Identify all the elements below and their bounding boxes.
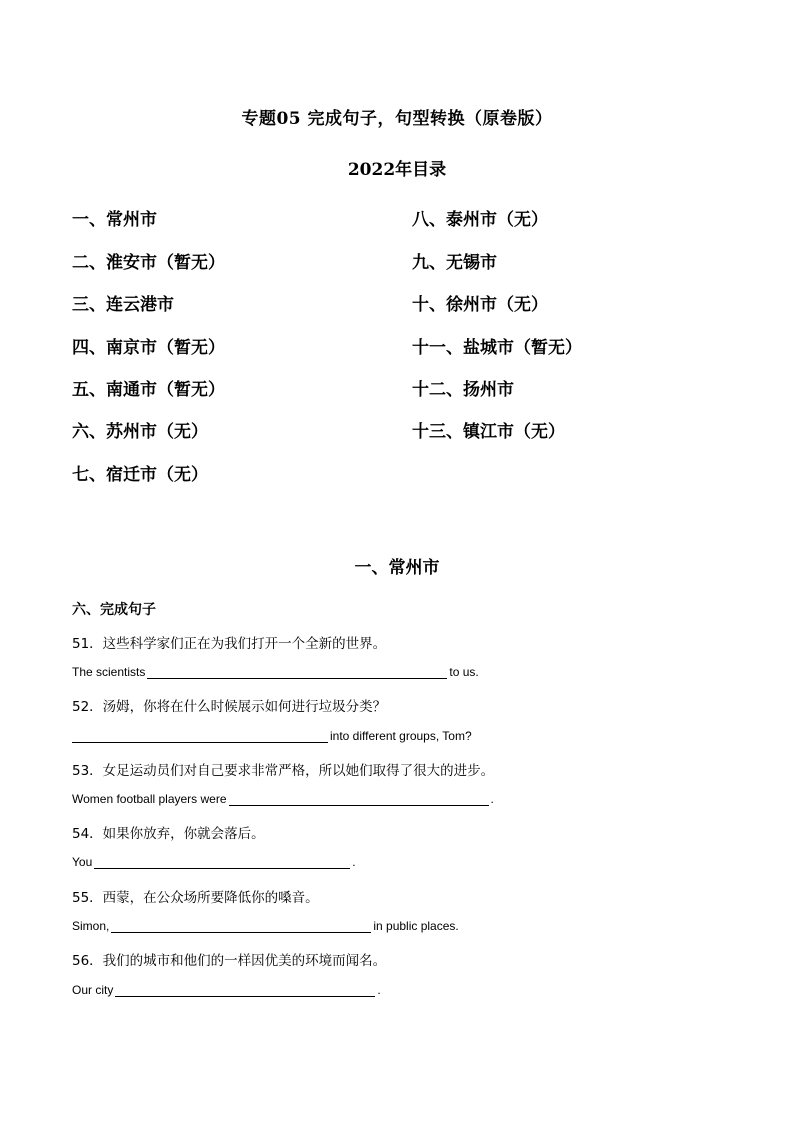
toc-item[interactable]: 二、淮安市（暂无） xyxy=(72,253,225,273)
question-prompt: 54．如果你放弃，你就会落后。 xyxy=(72,826,265,842)
question-prompt: 52．汤姆，你将在什么时候展示如何进行垃圾分类？ xyxy=(72,699,387,715)
answer-blank[interactable] xyxy=(72,730,328,743)
toc-heading: 2022年目录 xyxy=(347,160,447,180)
toc-item[interactable]: 四、南京市（暂无） xyxy=(72,338,225,358)
answer-blank[interactable] xyxy=(94,856,350,869)
document-title: 专题05 完成句子，句型转换（原卷版） xyxy=(241,109,553,129)
answer-suffix: to us. xyxy=(449,665,479,679)
toc-item[interactable]: 一、常州市 xyxy=(72,210,157,230)
answer-line xyxy=(72,983,381,997)
toc-item[interactable]: 九、无锡市 xyxy=(412,253,497,273)
answer-blank[interactable] xyxy=(229,793,489,806)
answer-prefix: Our city xyxy=(72,983,114,997)
answer-blank[interactable] xyxy=(111,920,371,933)
answer-suffix: into different groups, Tom? xyxy=(330,729,472,743)
toc-item[interactable]: 七、宿迁市（无） xyxy=(72,465,208,485)
question-prompt: 53．女足运动员们对自己要求非常严格，所以她们取得了很大的进步。 xyxy=(72,763,495,779)
toc-item[interactable]: 十一、盐城市（暂无） xyxy=(412,338,582,358)
answer-suffix: . xyxy=(490,792,494,806)
part-heading: 六、完成句子 xyxy=(72,602,156,618)
answer-line xyxy=(72,855,356,869)
toc-item[interactable]: 五、南通市（暂无） xyxy=(72,380,225,400)
table-of-contents xyxy=(72,0,732,500)
answer-line xyxy=(72,729,472,743)
question-prompt: 56．我们的城市和他们的一样因优美的环境而闻名。 xyxy=(72,953,387,969)
answer-line xyxy=(72,919,459,933)
toc-item[interactable]: 十二、扬州市 xyxy=(412,380,514,400)
section-heading: 一、常州市 xyxy=(354,558,440,578)
question-prompt: 55．西蒙，在公众场所要降低你的嗓音。 xyxy=(72,890,319,906)
toc-item[interactable]: 六、苏州市（无） xyxy=(72,422,208,442)
answer-prefix: Simon, xyxy=(72,919,110,933)
answer-suffix: . xyxy=(377,983,381,997)
question-prompt: 51．这些科学家们正在为我们打开一个全新的世界。 xyxy=(72,636,387,652)
answer-prefix: The scientists xyxy=(72,665,146,679)
toc-item[interactable]: 十三、镇江市（无） xyxy=(412,422,565,442)
answer-blank[interactable] xyxy=(147,666,447,679)
answer-prefix: You xyxy=(72,855,93,869)
answer-line xyxy=(72,792,494,806)
answer-suffix: . xyxy=(352,855,356,869)
answer-blank[interactable] xyxy=(115,984,375,997)
answer-suffix: in public places. xyxy=(373,919,459,933)
answer-prefix: Women football players were xyxy=(72,792,227,806)
answer-line xyxy=(72,665,479,679)
toc-item[interactable]: 十、徐州市（无） xyxy=(412,295,548,315)
toc-item[interactable]: 八、泰州市（无） xyxy=(412,210,548,230)
toc-item[interactable]: 三、连云港市 xyxy=(72,295,174,315)
